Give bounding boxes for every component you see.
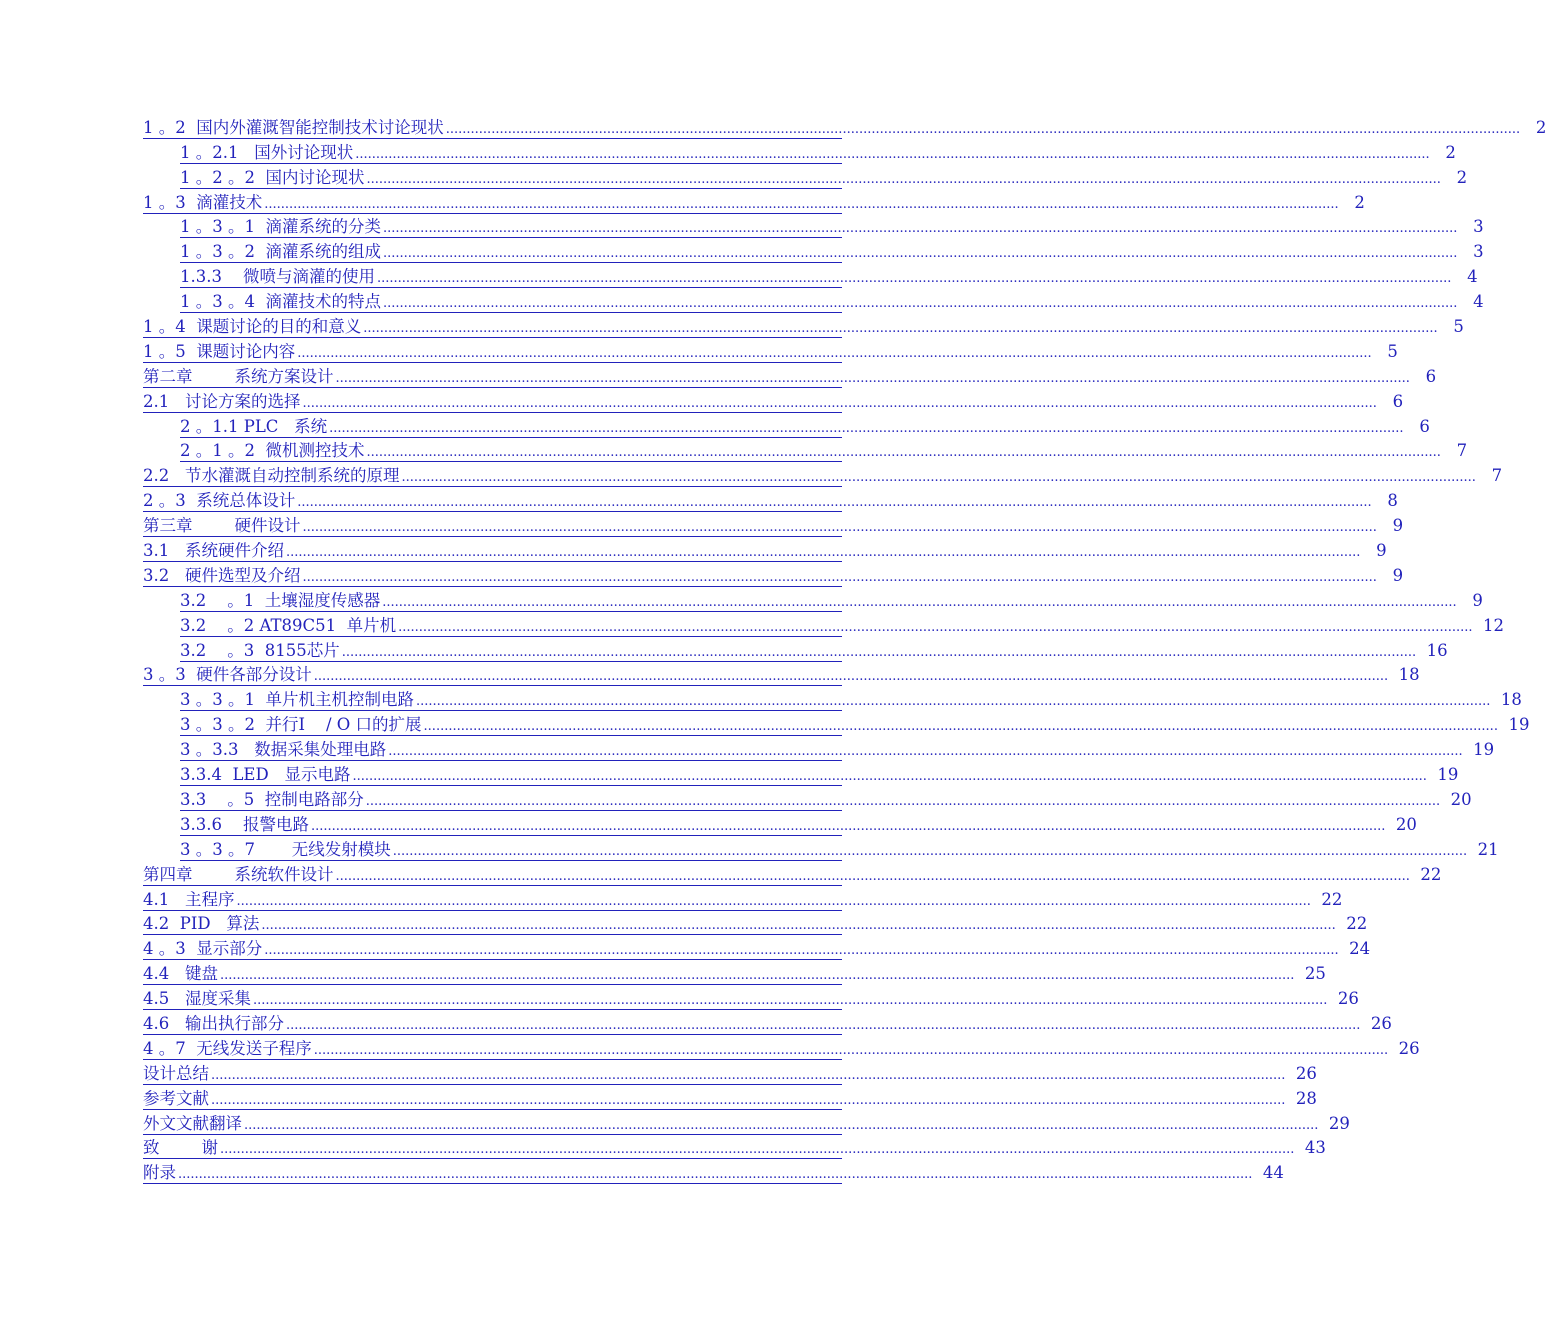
toc-entry-title: 3 。3 。1 单片机主机控制电路 bbox=[180, 690, 414, 710]
toc-leader-dots: .................................................................................................................................................................................................................................................................... bbox=[264, 943, 1339, 959]
toc-entry-page-number: 7 bbox=[1456, 441, 1468, 461]
toc-entry[interactable] bbox=[143, 911, 1368, 936]
toc-entry-page-number: 19 bbox=[1508, 715, 1530, 735]
toc-entry-title: 3 。3 。2 并行I / O 口的扩展 bbox=[180, 715, 422, 735]
toc-entry-title: 4.6 输出执行部分 bbox=[143, 1013, 284, 1033]
toc-entry[interactable] bbox=[143, 1035, 1420, 1060]
toc-entry-title: 2.2 节水灌溉自动控制系统的原理 bbox=[143, 466, 400, 486]
toc-entry-page-number: 2 bbox=[1535, 117, 1547, 137]
toc-entry-title: 3.3.4 LED 显示电路 bbox=[180, 765, 351, 785]
toc-entry-page-number: 26 bbox=[1398, 1038, 1420, 1058]
toc-entry-title: 4.1 主程序 bbox=[143, 889, 235, 909]
toc-entry-page-number: 20 bbox=[1450, 789, 1472, 809]
toc-entry[interactable] bbox=[143, 861, 1442, 886]
toc-entry-page-number: 29 bbox=[1328, 1113, 1350, 1133]
toc-entry-page-number: 6 bbox=[1425, 366, 1437, 386]
toc-entry-page-number: 9 bbox=[1392, 516, 1404, 536]
toc-entry-title: 2 。3 系统总体设计 bbox=[143, 491, 296, 511]
toc-leader-dots: .................................................................................................................................................................................................................................................................... bbox=[355, 146, 1430, 162]
toc-entry[interactable] bbox=[180, 836, 1499, 861]
toc-entry[interactable] bbox=[180, 288, 1484, 313]
toc-entry-page-number: 4 bbox=[1473, 292, 1484, 312]
toc-entry-title: 2 。1.1 PLC 系统 bbox=[180, 416, 328, 436]
toc-entry-page-number: 26 bbox=[1295, 1063, 1317, 1083]
toc-entry-page-number: 20 bbox=[1395, 814, 1417, 834]
toc-leader-dots: .................................................................................................................................................................................................................................................................... bbox=[335, 868, 1410, 884]
toc-entry[interactable] bbox=[143, 487, 1398, 512]
toc-entry[interactable] bbox=[180, 686, 1522, 711]
toc-leader-dots: .................................................................................................................................................................................................................................................................... bbox=[302, 569, 1377, 585]
toc-entry[interactable] bbox=[180, 164, 1468, 189]
toc-entry[interactable] bbox=[143, 662, 1420, 687]
toc-entry[interactable] bbox=[143, 1060, 1317, 1085]
toc-entry[interactable] bbox=[143, 1010, 1392, 1035]
toc-entry-page-number: 5 bbox=[1387, 341, 1398, 361]
toc-leader-dots: .................................................................................................................................................................................................................................................................... bbox=[236, 893, 1311, 909]
toc-entry[interactable] bbox=[143, 935, 1371, 960]
toc-entry-page-number: 4 bbox=[1467, 267, 1478, 287]
toc-entry-page-number: 26 bbox=[1337, 989, 1359, 1009]
toc-leader-dots: .................................................................................................................................................................................................................................................................... bbox=[341, 644, 1417, 660]
toc-entry-page-number: 22 bbox=[1346, 914, 1368, 934]
toc-entry-page-number: 9 bbox=[1472, 590, 1483, 610]
toc-entry-page-number: 26 bbox=[1370, 1013, 1392, 1033]
toc-entry-page-number: 21 bbox=[1477, 839, 1499, 859]
toc-entry-title: 3.2 。2 AT89C51 单片机 bbox=[180, 615, 397, 635]
toc-entry-title: 1 。2.1 国外讨论现状 bbox=[180, 142, 354, 162]
toc-leader-dots: .................................................................................................................................................................................................................................................................... bbox=[382, 246, 1458, 262]
toc-entry-page-number: 18 bbox=[1500, 690, 1522, 710]
toc-leader-dots: .................................................................................................................................................................................................................................................................... bbox=[313, 669, 1389, 685]
toc-entry-title: 4.2 PID 算法 bbox=[143, 914, 260, 934]
toc-entry-title: 致 谢 bbox=[143, 1138, 218, 1158]
toc-leader-dots: .................................................................................................................................................................................................................................................................... bbox=[285, 1017, 1361, 1033]
toc-entry-title: 1 。3 滴灌技术 bbox=[143, 192, 263, 212]
toc-entry-title: 1 。2 。2 国内讨论现状 bbox=[180, 167, 365, 187]
toc-entry-page-number: 24 bbox=[1349, 939, 1371, 959]
toc-entry-page-number: 22 bbox=[1420, 864, 1442, 884]
toc-leader-dots: .................................................................................................................................................................................................................................................................... bbox=[382, 221, 1458, 237]
toc-entry-title: 第二章 系统方案设计 bbox=[143, 366, 334, 386]
toc-leader-dots: .................................................................................................................................................................................................................................................................... bbox=[285, 545, 1361, 561]
toc-entry-page-number: 44 bbox=[1262, 1163, 1284, 1183]
toc-entry-page-number: 19 bbox=[1437, 765, 1459, 785]
toc-entry[interactable] bbox=[143, 562, 1404, 587]
toc-entry[interactable] bbox=[143, 985, 1359, 1010]
toc-leader-dots: .................................................................................................................................................................................................................................................................... bbox=[365, 793, 1441, 809]
toc-leader-dots: .................................................................................................................................................................................................................................................................... bbox=[302, 395, 1377, 411]
toc-leader-dots: .................................................................................................................................................................................................................................................................... bbox=[219, 968, 1295, 984]
toc-entry-title: 1.3.3 微喷与滴灌的使用 bbox=[180, 267, 375, 287]
toc-entry-page-number: 12 bbox=[1483, 615, 1504, 635]
toc-leader-dots: .................................................................................................................................................................................................................................................................... bbox=[352, 769, 1427, 785]
toc-entry-title: 2.1 讨论方案的选择 bbox=[143, 391, 301, 411]
toc-entry[interactable] bbox=[143, 1110, 1350, 1135]
toc-entry-title: 参考文献 bbox=[143, 1088, 209, 1108]
toc-entry[interactable] bbox=[180, 761, 1459, 786]
toc-entry[interactable] bbox=[143, 512, 1404, 537]
toc-entry[interactable] bbox=[180, 736, 1495, 761]
toc-leader-dots: .................................................................................................................................................................................................................................................................... bbox=[392, 843, 1468, 859]
toc-entry-title: 2 。1 。2 微机测控技术 bbox=[180, 441, 365, 461]
toc-entry-page-number: 6 bbox=[1392, 391, 1404, 411]
toc-entry[interactable] bbox=[143, 338, 1398, 363]
toc-entry[interactable] bbox=[143, 886, 1343, 911]
toc-entry-page-number: 2 bbox=[1445, 142, 1456, 162]
toc-entry-title: 4.5 湿度采集 bbox=[143, 989, 251, 1009]
toc-leader-dots: .................................................................................................................................................................................................................................................................... bbox=[297, 345, 1372, 361]
toc-leader-dots: .................................................................................................................................................................................................................................................................... bbox=[335, 370, 1410, 386]
toc-leader-dots: .................................................................................................................................................................................................................................................................... bbox=[302, 520, 1377, 536]
toc-entry-page-number: 16 bbox=[1426, 640, 1448, 660]
toc-entry[interactable] bbox=[143, 1135, 1326, 1160]
toc-entry-title: 第四章 系统软件设计 bbox=[143, 864, 334, 884]
toc-entry-page-number: 43 bbox=[1304, 1138, 1326, 1158]
toc-entry-title: 附录 bbox=[143, 1163, 176, 1183]
toc-leader-dots: .................................................................................................................................................................................................................................................................... bbox=[252, 993, 1328, 1009]
toc-leader-dots: .................................................................................................................................................................................................................................................................... bbox=[211, 1092, 1286, 1108]
toc-entry[interactable] bbox=[180, 811, 1417, 836]
toc-leader-dots: .................................................................................................................................................................................................................................................................... bbox=[244, 1117, 1319, 1133]
toc-entry-title: 1 。2 国内外灌溉智能控制技术讨论现状 bbox=[143, 117, 444, 137]
toc-entry[interactable] bbox=[143, 363, 1437, 388]
toc-entry-title: 第三章 硬件设计 bbox=[143, 516, 301, 536]
toc-entry-title: 3 。3.3 数据采集处理电路 bbox=[180, 740, 387, 760]
toc-leader-dots: .................................................................................................................................................................................................................................................................... bbox=[382, 296, 1458, 312]
toc-entry-page-number: 19 bbox=[1473, 740, 1495, 760]
toc-entry-page-number: 2 bbox=[1456, 167, 1468, 187]
toc-entry-title: 1 。3 。1 滴灌系统的分类 bbox=[180, 217, 381, 237]
toc-entry-title: 4 。3 显示部分 bbox=[143, 939, 263, 959]
toc-entry-page-number: 3 bbox=[1473, 217, 1484, 237]
toc-leader-dots: .................................................................................................................................................................................................................................................................... bbox=[388, 744, 1463, 760]
toc-entry[interactable] bbox=[143, 114, 1547, 139]
toc-entry[interactable] bbox=[180, 238, 1484, 263]
toc-entry[interactable] bbox=[180, 587, 1483, 612]
toc-leader-dots: .................................................................................................................................................................................................................................................................... bbox=[297, 495, 1372, 511]
toc-entry[interactable] bbox=[180, 263, 1478, 288]
toc-entry[interactable] bbox=[180, 413, 1430, 438]
toc-entry-title: 4.4 键盘 bbox=[143, 964, 218, 984]
toc-entry[interactable] bbox=[143, 1085, 1317, 1110]
toc-entry-page-number: 5 bbox=[1453, 317, 1464, 337]
toc-entry[interactable] bbox=[180, 711, 1530, 736]
toc-entry-title: 3.3.6 报警电路 bbox=[180, 814, 309, 834]
toc-leader-dots: .................................................................................................................................................................................................................................................................... bbox=[178, 1167, 1253, 1183]
toc-entry[interactable] bbox=[143, 960, 1326, 985]
toc-entry-title: 外文文献翻译 bbox=[143, 1113, 242, 1133]
toc-leader-dots: .................................................................................................................................................................................................................................................................... bbox=[211, 1067, 1286, 1083]
toc-entry[interactable] bbox=[180, 214, 1484, 239]
toc-entry-page-number: 7 bbox=[1491, 466, 1503, 486]
toc-entry[interactable] bbox=[180, 637, 1448, 662]
toc-entry-page-number: 22 bbox=[1321, 889, 1343, 909]
toc-leader-dots: .................................................................................................................................................................................................................................................................... bbox=[329, 420, 1404, 436]
toc-entry[interactable] bbox=[143, 388, 1404, 413]
toc-entry[interactable] bbox=[143, 537, 1387, 562]
toc-entry-title: 4 。7 无线发送子程序 bbox=[143, 1038, 312, 1058]
toc-leader-dots: .................................................................................................................................................................................................................................................................... bbox=[401, 470, 1476, 486]
toc-entry[interactable] bbox=[143, 1159, 1284, 1184]
toc-entry-title: 3 。3 。7 无线发射模块 bbox=[180, 839, 391, 859]
toc-entry-page-number: 6 bbox=[1419, 416, 1430, 436]
toc-entry-page-number: 9 bbox=[1376, 541, 1387, 561]
toc-entry-page-number: 25 bbox=[1304, 964, 1326, 984]
toc-leader-dots: .................................................................................................................................................................................................................................................................... bbox=[366, 171, 1441, 187]
toc-entry-title: 3.2 。3 8155芯片 bbox=[180, 640, 340, 660]
toc-leader-dots: .................................................................................................................................................................................................................................................................... bbox=[264, 196, 1339, 212]
toc-leader-dots: .................................................................................................................................................................................................................................................................... bbox=[445, 121, 1521, 137]
table-of-contents bbox=[143, 114, 1547, 1184]
toc-entry-page-number: 18 bbox=[1398, 665, 1420, 685]
toc-leader-dots: .................................................................................................................................................................................................................................................................... bbox=[363, 321, 1438, 337]
toc-entry[interactable] bbox=[180, 139, 1456, 164]
toc-entry-page-number: 3 bbox=[1473, 242, 1484, 262]
toc-entry-page-number: 8 bbox=[1387, 491, 1398, 511]
toc-entry[interactable] bbox=[143, 462, 1503, 487]
toc-entry-page-number: 28 bbox=[1295, 1088, 1317, 1108]
toc-entry-title: 1 。5 课题讨论内容 bbox=[143, 341, 296, 361]
toc-entry[interactable] bbox=[180, 612, 1504, 637]
toc-leader-dots: .................................................................................................................................................................................................................................................................... bbox=[376, 271, 1452, 287]
toc-entry-title: 1 。3 。4 滴灌技术的特点 bbox=[180, 292, 381, 312]
toc-entry-page-number: 9 bbox=[1392, 565, 1404, 585]
toc-leader-dots: .................................................................................................................................................................................................................................................................... bbox=[415, 694, 1491, 710]
toc-entry-title: 3.2 硬件选型及介绍 bbox=[143, 565, 301, 585]
toc-leader-dots: .................................................................................................................................................................................................................................................................... bbox=[313, 1042, 1389, 1058]
toc-entry[interactable] bbox=[143, 189, 1365, 214]
toc-leader-dots: .................................................................................................................................................................................................................................................................... bbox=[219, 1142, 1295, 1158]
toc-entry-title: 设计总结 bbox=[143, 1063, 209, 1083]
toc-leader-dots: .................................................................................................................................................................................................................................................................... bbox=[382, 594, 1457, 610]
toc-entry-title: 3 。3 硬件各部分设计 bbox=[143, 665, 312, 685]
toc-entry-title: 3.1 系统硬件介绍 bbox=[143, 541, 284, 561]
toc-entry[interactable] bbox=[180, 438, 1468, 463]
toc-entry-title: 1 。4 课题讨论的目的和意义 bbox=[143, 317, 362, 337]
toc-leader-dots: .................................................................................................................................................................................................................................................................... bbox=[366, 445, 1441, 461]
toc-entry-title: 1 。3 。2 滴灌系统的组成 bbox=[180, 242, 381, 262]
toc-entry[interactable] bbox=[180, 786, 1472, 811]
toc-leader-dots: .................................................................................................................................................................................................................................................................... bbox=[261, 918, 1336, 934]
toc-leader-dots: .................................................................................................................................................................................................................................................................... bbox=[310, 818, 1386, 834]
toc-entry-title: 3.3 。5 控制电路部分 bbox=[180, 789, 364, 809]
toc-entry[interactable] bbox=[143, 313, 1464, 338]
toc-entry-page-number: 2 bbox=[1354, 192, 1365, 212]
toc-entry-title: 3.2 。1 土壤湿度传感器 bbox=[180, 590, 381, 610]
toc-leader-dots: .................................................................................................................................................................................................................................................................... bbox=[398, 619, 1473, 635]
toc-leader-dots: .................................................................................................................................................................................................................................................................... bbox=[423, 719, 1498, 735]
